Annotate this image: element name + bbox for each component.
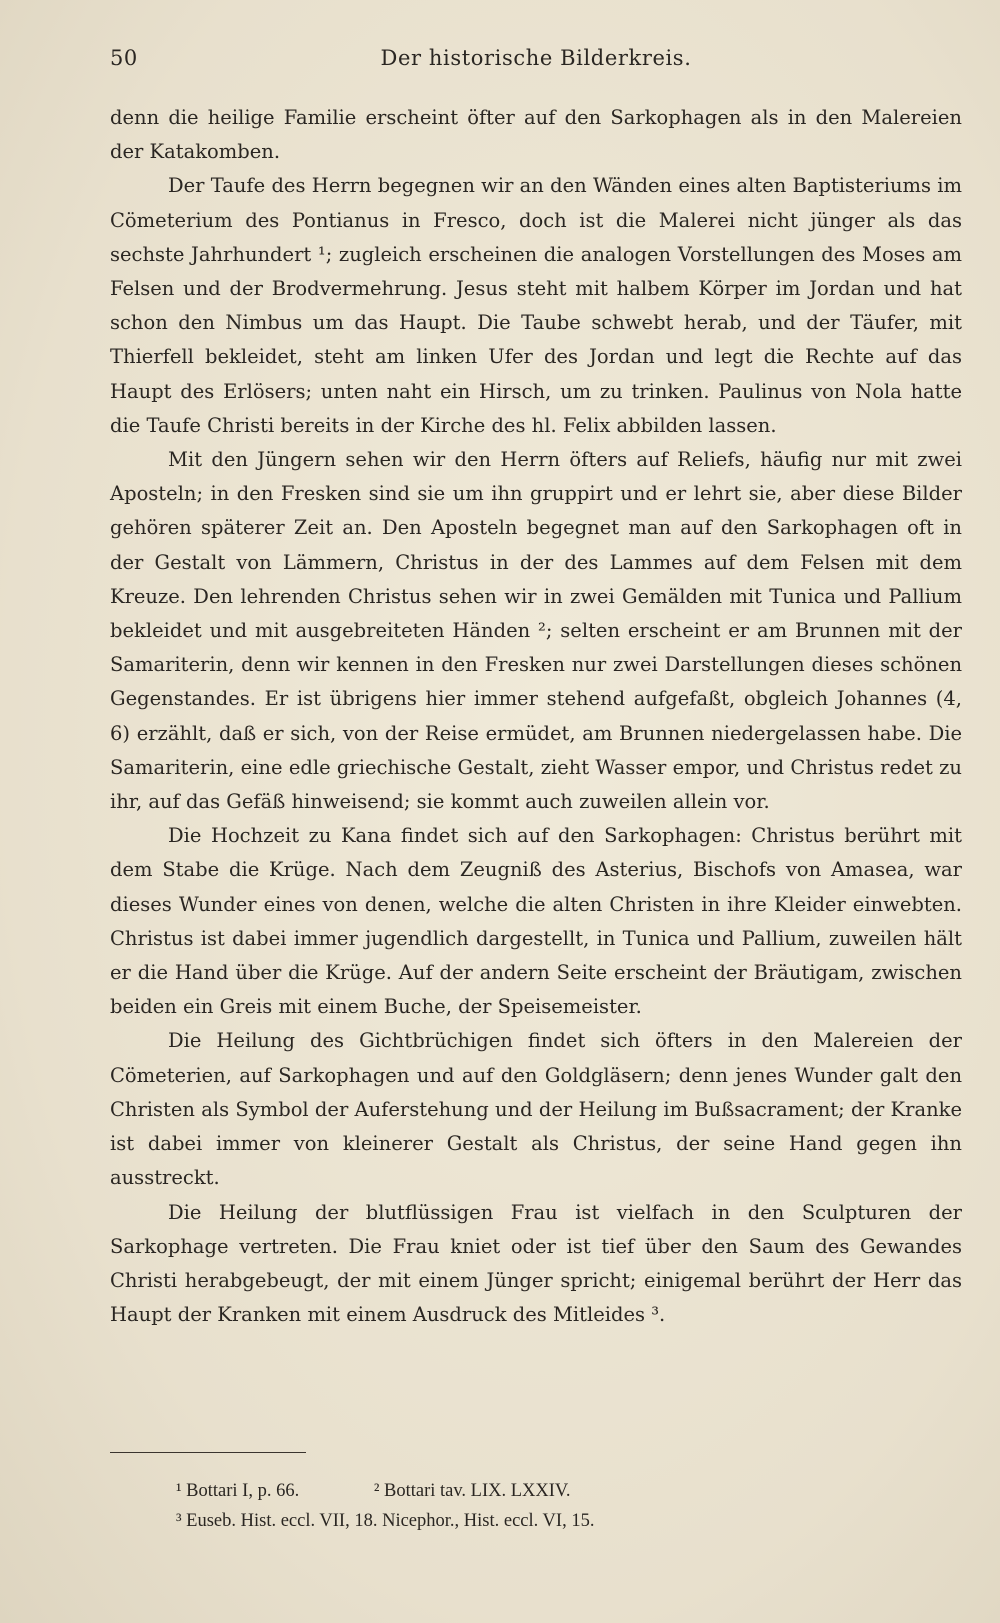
running-title: Der historische Bilderkreis. bbox=[380, 46, 692, 70]
paragraph-baptism: Der Taufe des Herrn begegnen wir an den Wänden eines alten Baptisteriums im Cömeterium des Pontianus in Fresco, doch ist die Malerei nicht jünger als das sechste Jahrhundert ¹; zugleich erscheinen die analogen Vorstellungen des Moses am Felsen und der Brodvermehrung. Jesus steht mit halbem Körper im Jordan und hat schon den Nimbus um das Haupt. Die Taube schwebt herab, und der Täufer, mit Thierfell bekleidet, steht am linken Ufer des Jordan und legt die Rechte auf das Haupt des Erlösers; unten naht ein Hirsch, um zu trinken. Paulinus von Nola hatte die Taufe Christi bereits in der Kirche des hl. Felix abbilden lassen. bbox=[110, 174, 962, 437]
paragraph-bleeding-woman: Die Heilung der blutflüssigen Frau ist vielfach in den Sculpturen der Sarkophage vertreten. Die Frau kniet oder ist tief über den Saum des Gewandes Christi herabgebeugt, der mit einem Jünger spricht; einigemal berührt der Herr das Haupt der Kranken mit einem Ausdruck des Mitleides ³. bbox=[110, 1200, 962, 1327]
paragraph-cana: Die Hochzeit zu Kana findet sich auf den Sarkophagen: Christus berührt mit dem Stabe die Krüge. Nach dem Zeugniß des Asterius, Bischofs von Amasea, war dieses Wunder eines von denen, welche die alten Christen in ihre Kleider einwebten. Christus ist dabei immer jugendlich dargestellt, in Tunica und Pallium, zuweilen hält er die Hand über die Krüge. Auf der andern Seite erscheint der Bräutigam, zwischen beiden ein Greis mit einem Buche, der Speisemeister. bbox=[110, 824, 962, 1019]
footnote-row bbox=[110, 1506, 962, 1536]
footnote-row bbox=[110, 1476, 962, 1506]
footnote-1: ¹ Bottari I, p. 66. bbox=[176, 1481, 300, 1501]
paragraph-continuation: denn die heilige Familie erscheint öfter auf den Sarkophagen als in den Malereien der Katakomben. bbox=[110, 106, 962, 164]
footnote-3: ³ Euseb. Hist. eccl. VII, 18. Nicephor., Hist. eccl. VI, 15. bbox=[176, 1511, 595, 1531]
page-number: 50 bbox=[110, 46, 138, 70]
paragraph-apostles: Mit den Jüngern sehen wir den Herrn öfters auf Reliefs, häufig nur mit zwei Aposteln; in den Fresken sind sie um ihn gruppirt und er lehrt sie, aber diese Bilder gehören späterer Zeit an. Den Aposteln begegnet man auf den Sarkophagen oft in der Gestalt von Lämmern, Christus in der des Lammes auf dem Felsen mit dem Kreuze. Den lehrenden Christus sehen wir in zwei Gemälden mit Tunica und Pallium bekleidet und mit ausgebreiteten Händen ²; selten erscheint er am Brunnen mit der Samariterin, denn wir kennen in den Fresken nur zwei Darstellungen dieses schönen Gegenstandes. Er ist übrigens hier immer stehend aufgefaßt, obgleich Johannes (4, 6) erzählt, daß er sich, von der Reise ermüdet, am Brunnen niedergelassen habe. Die Samariterin, eine edle griechische Gestalt, zieht Wasser empor, und Christus redet zu ihr, auf das Gefäß hinweisend; sie kommt auch zuweilen allein vor. bbox=[110, 448, 962, 814]
footnote-2: ² Bottari tav. LIX. LXXIV. bbox=[373, 1481, 571, 1501]
running-head bbox=[110, 46, 962, 78]
footnotes bbox=[110, 1476, 962, 1536]
footnote-divider bbox=[110, 1452, 306, 1453]
paragraph-paralytic: Die Heilung des Gichtbrüchigen findet sich öfters in den Malereien der Cömeterien, auf Sarkophagen und auf den Goldgläsern; denn jenes Wunder galt den Christen als Symbol der Auferstehung und der Heilung im Bußsacrament; der Kranke ist dabei immer von kleinerer Gestalt als Christus, der seine Hand gegen ihn ausstreckt. bbox=[110, 1029, 962, 1190]
body-text bbox=[110, 101, 962, 1332]
